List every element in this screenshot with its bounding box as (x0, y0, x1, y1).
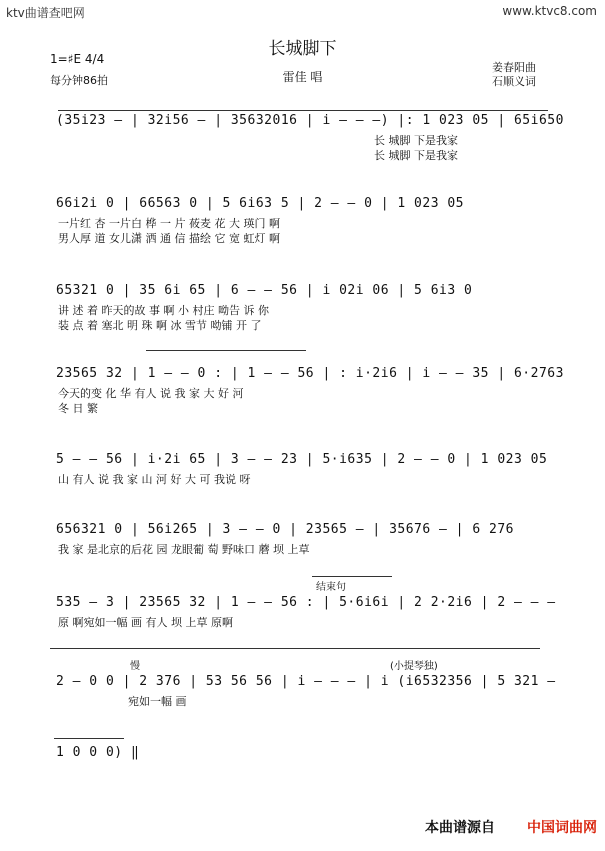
song-title: 长城脚下 (268, 39, 337, 59)
singer-credit: 雷佳 唱 (282, 70, 323, 84)
lyrics-line-1a: 长 城脚 下是我家 (374, 134, 458, 147)
notation-line-8: 2 — 0 0 | 2 376 | 53 56 56 | i — — — | i (i6532356 | 5 321 — (56, 674, 556, 689)
composer-credit: 姜春阳曲 (492, 61, 536, 74)
notation-line-3: 65321 0 | 35 6i 65 | 6 — — 56 | i 02i 06 | 5 6i3 0 (56, 283, 473, 298)
lyrics-line-6: 我 家 是北京的后花 园 龙眼葡 萄 野味口 蘑 坝 上草 (58, 543, 310, 556)
lyrics-line-5: 山 有人 说 我 家 山 河 好 大 可 我说 呀 (58, 473, 251, 486)
watermark-right: www.ktvc8.com (502, 4, 597, 18)
lyrics-line-3b: 装 点 着 塞北 明 珠 啊 冰 雪节 呦铺 开 了 (58, 319, 262, 332)
notation-line-6: 656321 0 | 56i265 | 3 — — 0 | 23565 — | 35676 — | 6 276 (56, 522, 514, 537)
lyrics-line-1b: 长 城脚 下是我家 (374, 149, 458, 162)
lyricist-credit: 石顺义词 (492, 75, 536, 88)
watermark-left: ktv曲谱查吧网 (6, 6, 85, 20)
lyrics-line-7: 原 啊宛如一幅 画 有人 坝 上草 原啊 (58, 616, 233, 629)
key-signature: 1=♯E 4/4 (50, 52, 105, 66)
ending-mark: 结束句 (316, 582, 346, 593)
footer-site-name: 中国词曲网 (527, 820, 597, 836)
lyrics-line-8: 宛如一幅 画 (128, 695, 187, 708)
lyrics-line-4b: 冬 日 繁 (58, 402, 98, 415)
tempo-slow-mark: 慢 (130, 661, 140, 672)
tempo-marking: 每分钟86拍 (50, 74, 108, 87)
notation-line-1: (35i23 — | 32i56 — | 35632016 | i — — —) |: 1 023 05 | 65i650 (56, 113, 564, 128)
footer-source-label: 本曲谱源自 (425, 820, 495, 836)
notation-line-5: 5 — — 56 | i·2i 65 | 3 — — 23 | 5·i635 | 2 — — 0 | 1 023 05 (56, 452, 548, 467)
notation-line-2: 66i2i 0 | 66563 0 | 5 6i63 5 | 2 — — 0 | 1 023 05 (56, 196, 465, 211)
notation-line-7: 535 — 3 | 23565 32 | 1 — — 56 : | 5·6i6i | 2 2·2i6 | 2 — — — (56, 595, 556, 610)
lyrics-line-4a: 今天的变 化 华 有人 说 我 家 大 好 河 (58, 387, 244, 400)
notation-line-9: 1 0 0 0) ‖ (56, 745, 140, 760)
violin-solo-mark: (小提琴独) (390, 661, 438, 672)
lyrics-line-2a: 一片红 杏 一片白 桦 一 片 莜麦 花 大 瑛门 啊 (58, 217, 280, 230)
lyrics-line-3a: 讲 述 着 昨天的故 事 啊 小 村庄 呦告 诉 你 (58, 304, 269, 317)
notation-line-4: 23565 32 | 1 — — 0 : | 1 — — 56 | : i·2i6 | i — — 35 | 6·2763 (56, 366, 564, 381)
lyrics-line-2b: 男人厚 道 女儿潇 洒 通 信 描绘 它 宽 虹灯 啊 (58, 232, 280, 245)
